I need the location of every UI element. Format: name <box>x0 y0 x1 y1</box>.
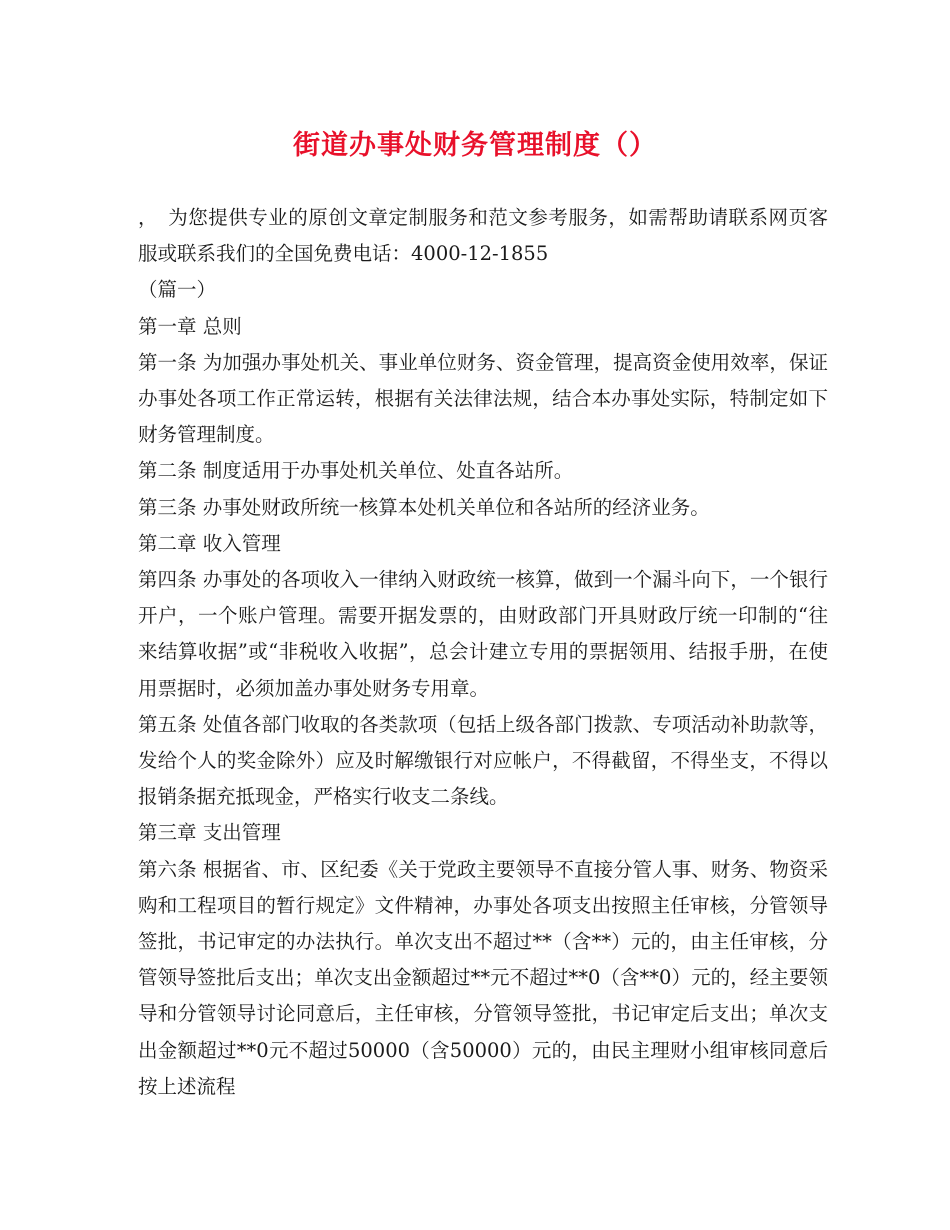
document-body <box>138 200 828 1105</box>
chapter-heading-3: 第三章 支出管理 <box>138 821 281 845</box>
article-5: 第五条 处值各部门收取的各类款项（包括上级各部门拨款、专项活动补助款等，发给个人的奖金除外）应及时解缴银行对应帐户，不得截留，不得坐支，不得以报销条据充抵现金，严格实行收支二条线。 <box>138 712 828 809</box>
article-3: 第三条 办事处财政所统一核算本处机关单位和各站所的经济业务。 <box>138 495 710 519</box>
article-6: 第六条 根据省、市、区纪委《关于党政主要领导不直接分管人事、财务、物资采购和工程项目的暂行规定》文件精神，办事处各项支出按照主任审核，分管领导签批，书记审定的办法执行。单次支出不超过**（含**）元的，由主任审核，分管领导签批后支出；单次支出金额超过**元不超过**0（含**0）元的，经主要领导和分管领导讨论同意后，主任审核，分管领导签批，书记审定后支出；单次支出金额超过**0元不超过50000（含50000）元的，由民主理财小组审核同意后按上述流程 <box>138 857 828 1098</box>
document-title: 街道办事处财务管理制度（） <box>293 130 657 161</box>
article-4: 第四条 办事处的各项收入一律纳入财政统一核算，做到一个漏斗向下，一个银行开户，一个账户管理。需要开据发票的，由财政部门开具财政厅统一印制的“往来结算收据”或“非税收入收据”，总会计建立专用的票据领用、结报手册，在使用票据时，必须加盖办事处财务专用章。 <box>138 568 828 700</box>
chapter-heading-2: 第二章 收入管理 <box>138 531 281 555</box>
paragraph-section-label: （篇一） <box>138 278 217 302</box>
intro-paragraph: ， 为您提供专业的原创文章定制服务和范文参考服务，如需帮助请联系网页客服或联系我们的全国免费电话：4000-12-1855 <box>138 206 828 266</box>
article-1: 第一条 为加强办事处机关、事业单位财务、资金管理，提高资金使用效率，保证办事处各项工作正常运转，根据有关法律法规，结合本办事处实际，特制定如下财务管理制度。 <box>138 350 828 447</box>
chapter-heading-1: 第一章 总则 <box>138 314 242 338</box>
article-2: 第二条 制度适用于办事处机关单位、处直各站所。 <box>138 459 574 483</box>
